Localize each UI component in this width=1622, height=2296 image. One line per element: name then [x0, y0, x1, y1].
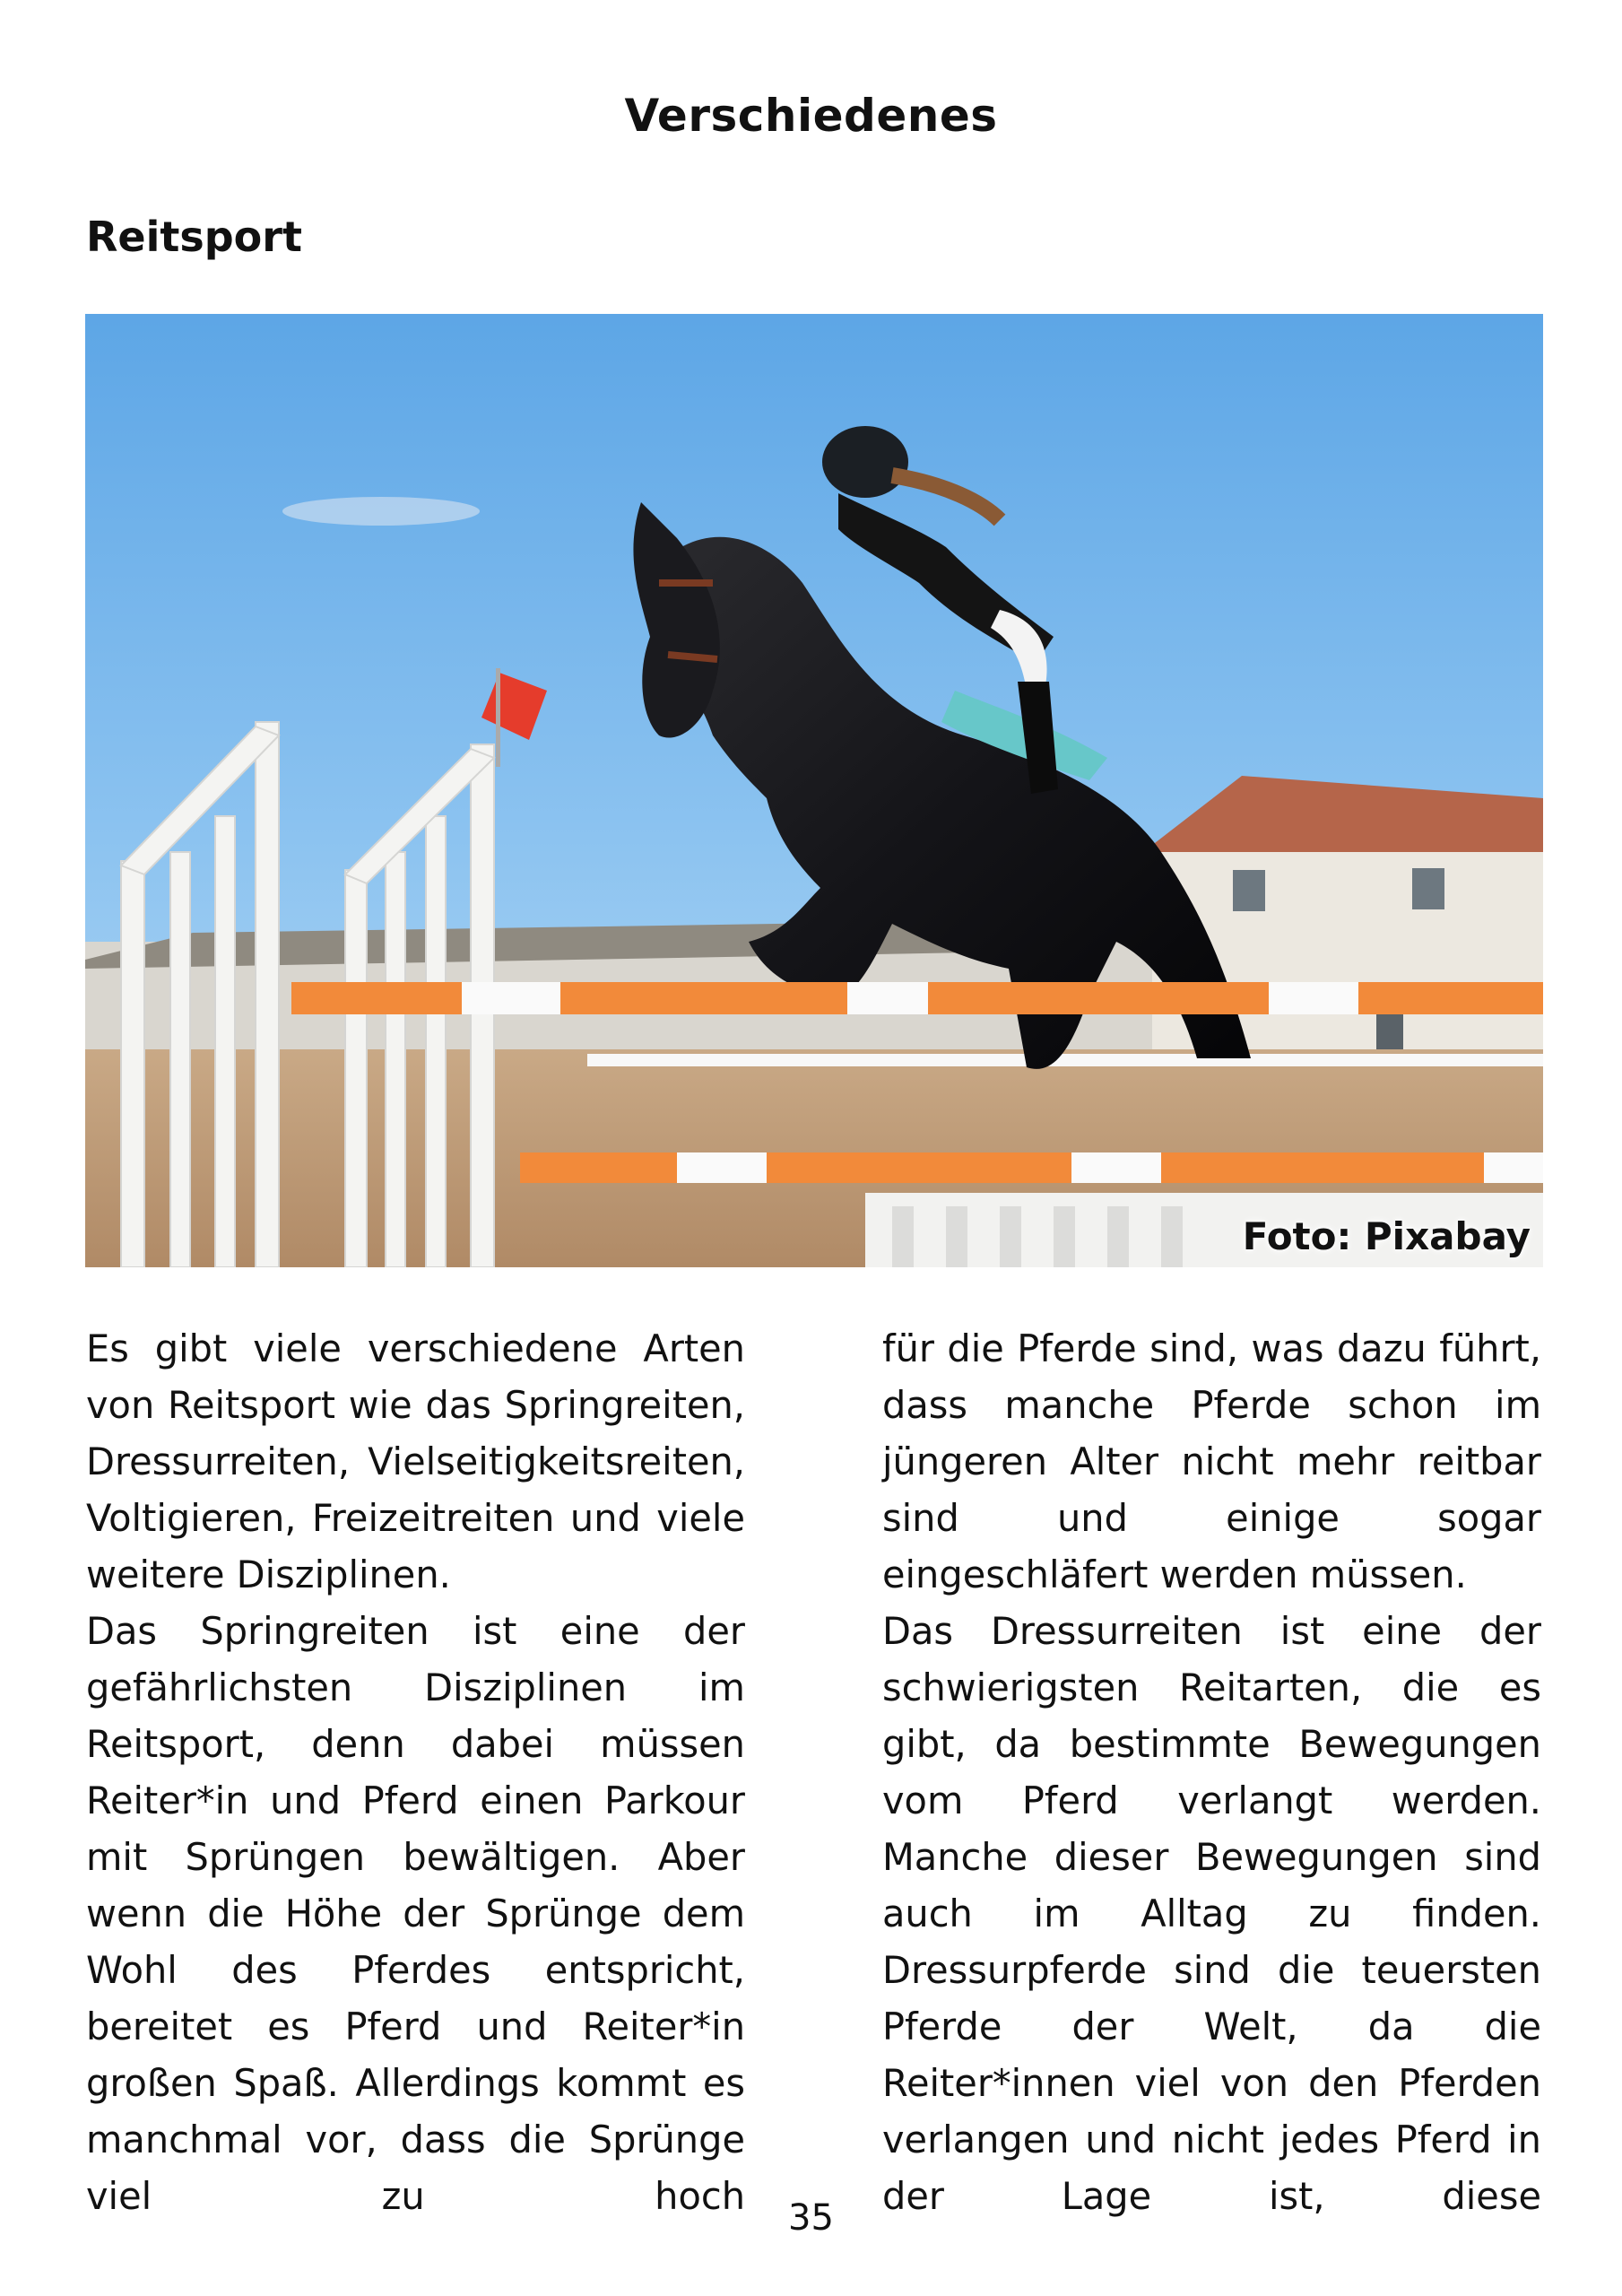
- article-right-column: [882, 1320, 1541, 2224]
- article-title: Reitsport: [86, 213, 302, 261]
- page-number: 35: [788, 2197, 834, 2239]
- article-left-column: [86, 1320, 745, 2224]
- show-jumping-horse-photo: [85, 314, 1543, 1267]
- left-paragraph-1: Es gibt viele verschiedene Arten von Reitsport wie das Springreiten, Dressurreiten, Vielseitigkeitsreiten, Voltigieren, Freizeitreiten und viele weitere Disziplinen.: [86, 1326, 745, 1596]
- photo-credit: Foto: Pixabay: [1242, 1214, 1531, 1258]
- section-header: Verschiedenes: [624, 90, 998, 142]
- right-paragraph-1: für die Pferde sind, was dazu führt, dass manche Pferde schon im jüngeren Alter nicht mehr reitbar sind und einige sogar eingeschläfert werden müssen.: [882, 1326, 1541, 1596]
- right-paragraph-2: Das Dressurreiten ist eine der schwierigsten Reitarten, die es gibt, da bestimmte Bewegungen vom Pferd verlangt werden. Manche dieser Bewegungen sind auch im Alltag zu finden. Dressurpferde sind die teuersten Pferde der Welt, da die Reiter*innen viel von den Pferden verlangen und nicht jedes Pferd in der Lage ist, diese: [882, 1609, 1541, 2218]
- left-paragraph-2: Das Springreiten ist eine der gefährlichsten Disziplinen im Reitsport, denn dabei müssen Reiter*in und Pferd einen Parkour mit Sprüngen bewältigen. Aber wenn die Höhe der Sprünge dem Wohl des Pferdes entspricht, bereitet es Pferd und Reiter*in großen Spaß. Allerdings kommt es manchmal vor, dass die Sprünge viel zu hoch: [86, 1609, 745, 2218]
- article-photo: [85, 314, 1543, 1267]
